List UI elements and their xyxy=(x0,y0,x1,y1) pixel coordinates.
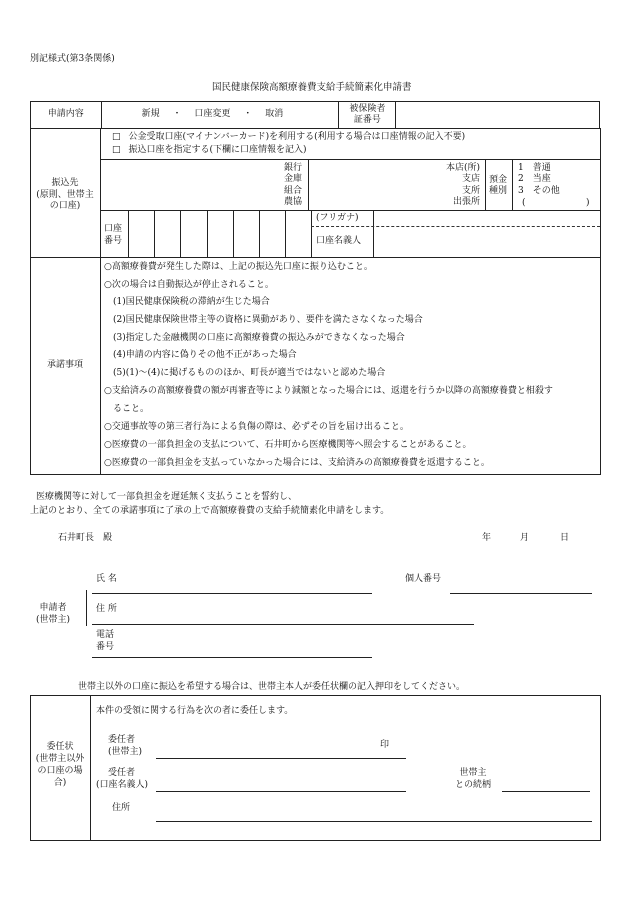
insured-number-label: 被保険者 証番号 xyxy=(339,102,396,129)
option-cancel[interactable]: 取消 xyxy=(265,109,284,120)
pledge-subitem: (4)申請の内容に偽りその他不正があった場合 xyxy=(113,350,297,360)
statement-line-1: 医療機関等に対して一部負担金を遅延無く支払うことを誓約し、 xyxy=(36,492,298,502)
divider xyxy=(308,159,309,210)
pledge-item: ○支給済みの高額療養費の額が再審査等により減額となった場合には、返還を行うか以降の高額療養費と相殺す xyxy=(104,386,553,396)
divider xyxy=(100,128,101,257)
separator: ・ xyxy=(243,109,253,120)
bank-type-list: 銀行 金庫 組合 農協 xyxy=(283,163,302,207)
personal-number-label: 個人番号 xyxy=(405,574,442,584)
furigana-divider xyxy=(311,226,600,227)
furigana-label: (フリガナ) xyxy=(316,213,359,223)
date-year: 年 xyxy=(482,533,492,543)
check-public-account[interactable]: □ 公金受取口座(マイナンバーカード)を利用する(利用する場合は口座情報の記入不要) xyxy=(112,132,466,142)
date-month: 月 xyxy=(520,533,530,543)
delegation-address-field[interactable] xyxy=(156,821,592,822)
relation-label: 世帯主 との続柄 xyxy=(455,768,492,791)
application-label: 申請内容 xyxy=(31,102,102,129)
applicant-name-field[interactable] xyxy=(92,593,372,594)
deposit-other-bracket-close: ) xyxy=(586,198,590,208)
applicant-phone-field[interactable] xyxy=(92,657,372,658)
date-day: 日 xyxy=(560,533,570,543)
delegation-intro: 本件の受領に関する行為を次の者に委任します。 xyxy=(96,706,294,716)
insured-number-field[interactable] xyxy=(396,102,600,129)
statement-line-2: 上記のとおり、全ての承諾事項に了承の上で高額療養費の支給手続簡素化申請をします。 xyxy=(30,506,390,516)
applicant-name-label: 氏 名 xyxy=(96,574,117,584)
applicant-bracket xyxy=(86,590,87,626)
delegation-label: 委任状 (世帯主以外 の口座の場 合) xyxy=(35,742,85,789)
pledge-label: 承諾事項 xyxy=(46,360,83,370)
form-title: 国民健康保険高額療養費支給手続簡素化申請書 xyxy=(212,82,412,93)
account-digit-divider xyxy=(285,210,286,257)
check-specify-account[interactable]: □ 振込口座を指定する(下欄に口座情報を記入) xyxy=(112,145,307,155)
option-account-change[interactable]: 口座変更 xyxy=(194,109,231,120)
pledge-item: ○医療費の一部負担金を支払っていなかった場合には、支給済みの高額療養費を返還すること。 xyxy=(104,458,490,468)
divider xyxy=(373,210,374,257)
account-digit-divider xyxy=(311,210,312,257)
applicant-label: 申請者 (世帯主) xyxy=(36,603,71,626)
seal-mark: 印 xyxy=(380,740,390,750)
branch-type-list: 本店(所) 支店 支所 出張所 xyxy=(445,163,480,207)
transfer-label: 振込先 (原則、世帯主 の口座) xyxy=(36,178,94,212)
pledge-subitem: (2)国民健康保険世帯主等の資格に異動があり、要件を満たさなくなった場合 xyxy=(113,315,423,325)
delegate-field[interactable] xyxy=(156,791,406,792)
option-new[interactable]: 新規 xyxy=(141,109,160,120)
delegator-field[interactable] xyxy=(156,758,406,759)
pledge-subitem: (3)指定した金融機関の口座に高額療養費の振込みができなくなった場合 xyxy=(113,333,405,343)
account-number-label: 口座 番号 xyxy=(104,224,123,246)
pledge-item: ○交通事故等の第三者行為による負傷の際は、必ずその旨を届け出ること。 xyxy=(104,422,409,432)
divider xyxy=(100,257,101,474)
deposit-other-bracket-open: ( xyxy=(522,198,526,208)
divider xyxy=(90,695,91,840)
deposit-type-label: 預金 種別 xyxy=(489,175,508,197)
account-digit-divider xyxy=(154,210,155,257)
applicant-address-label: 住 所 xyxy=(96,604,117,614)
separator: ・ xyxy=(172,109,182,120)
checkbox: □ xyxy=(112,145,121,155)
delegator-label: 委任者 (世帯主) xyxy=(108,735,143,758)
pledge-item: ○医療費の一部負担金の支払について、石井町から医療機関等へ照会することがあること。 xyxy=(104,440,472,450)
account-digit-divider xyxy=(207,210,208,257)
account-holder-label: 口座名義人 xyxy=(316,236,362,246)
divider xyxy=(100,159,600,160)
account-digit-divider xyxy=(128,210,129,257)
deposit-type-options[interactable]: 1 普通 2 当座 3 その他 xyxy=(518,163,560,196)
pledge-subitem: (1)国民健康保険税の滞納が生じた場合 xyxy=(113,297,270,307)
applicant-phone-label: 電話 番号 xyxy=(96,630,115,652)
divider xyxy=(100,210,600,211)
applicant-address-field[interactable] xyxy=(92,624,474,625)
delegation-address-label: 住所 xyxy=(112,803,131,813)
application-table xyxy=(30,101,600,129)
divider xyxy=(512,159,513,210)
account-digit-divider xyxy=(259,210,260,257)
personal-number-field[interactable] xyxy=(450,593,592,594)
checkbox: □ xyxy=(112,132,121,142)
delegate-label: 受任者 (口座名義人) xyxy=(96,768,149,791)
account-digit-divider xyxy=(180,210,181,257)
form-reference: 別記様式(第3条関係) xyxy=(30,54,115,64)
divider xyxy=(485,159,486,210)
delegation-note: 世帯主以外の口座に振込を希望する場合は、世帯主本人が委任状欄の記入押印をしてください。 xyxy=(78,682,466,692)
addressee: 石井町長 殿 xyxy=(58,533,113,543)
pledge-item: ○次の場合は自動振込が停止されること。 xyxy=(104,280,274,290)
application-options xyxy=(101,102,339,129)
pledge-subitem: (5)(1)～(4)に掲げるもののほか、町長が適当ではないと認めた場合 xyxy=(113,368,386,378)
relation-field[interactable] xyxy=(502,791,590,792)
pledge-item-continued: ること。 xyxy=(113,404,150,414)
pledge-item: ○高額療養費が発生した際は、上記の振込先口座に振り込むこと。 xyxy=(104,262,373,272)
account-digit-divider xyxy=(233,210,234,257)
